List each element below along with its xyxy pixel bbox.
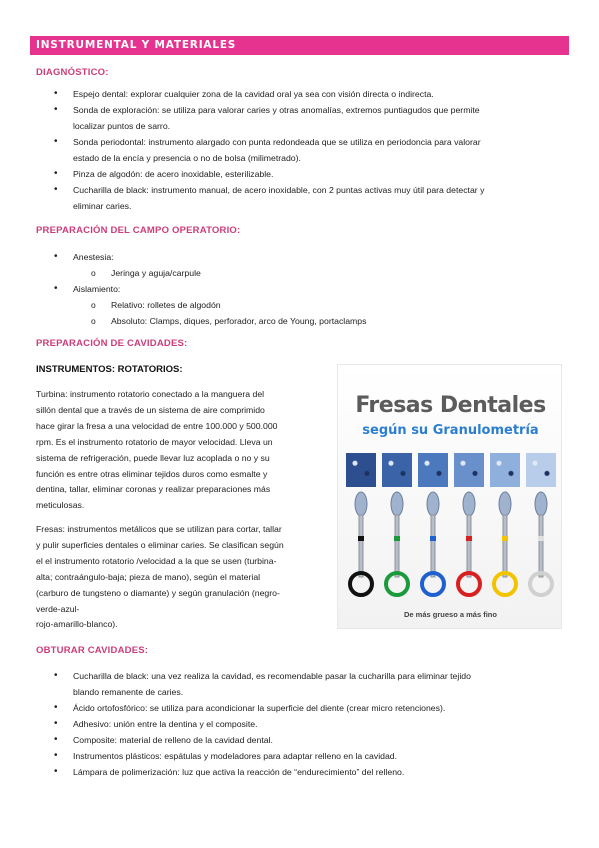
grit-swatch — [526, 453, 556, 487]
list-item-aislamiento: • Aislamiento: o Relativo: rolletes de algodón o Absoluto: Clamps, diques, perforador, arco de Young, portaclamps — [57, 281, 557, 329]
list-item: • Lámpara de polimerización: luz que activa la reacción de “endurecimiento” del relleno. — [57, 764, 557, 780]
figure-title: Fresas Dentales — [355, 393, 546, 418]
section-heading-diagnostico: DIAGNÓSTICO: — [36, 67, 109, 78]
fresas-dentales-figure — [337, 364, 562, 629]
list-item: • Sonda periodontal: instrumento alargado con punta redondeada que se utiliza en periodoncia para valorar estado de la encía y presencia o no de bolsa (milimetrado). — [57, 134, 557, 166]
preparacion-campo-list — [57, 249, 557, 329]
list-item-anestesia: • Anestesia: o Jeringa y aguja/carpule — [57, 249, 557, 281]
bur-icon — [490, 490, 520, 602]
sublist-item: o Jeringa y aguja/carpule — [91, 265, 557, 281]
list-item: • Instrumentos plásticos: espátulas y modeladores para adaptar relleno en la cavidad. — [57, 748, 557, 764]
aislamiento-sublist — [73, 297, 557, 329]
list-item: • Adhesivo: unión entre la dentina y el composite. — [57, 716, 557, 732]
page-title-banner: INSTRUMENTAL Y MATERIALES — [30, 36, 569, 55]
obturar-list — [57, 668, 557, 780]
list-item: • Ácido ortofosfórico: se utiliza para acondicionar la superficie del diente (crear micro retenciones). — [57, 700, 557, 716]
grit-swatch — [382, 453, 412, 487]
grit-swatch — [418, 453, 448, 487]
section-heading-preparacion-campo: PREPARACIÓN DEL CAMPO OPERATORIO: — [36, 225, 241, 236]
bur-icon — [382, 490, 412, 602]
section-heading-preparacion-cavidades: PREPARACIÓN DE CAVIDADES: — [36, 338, 188, 349]
list-item: • Pinza de algodón: de acero inoxidable, esterilizable. — [57, 166, 557, 182]
sublist-item: o Absoluto: Clamps, diques, perforador, arco de Young, portaclamps — [91, 313, 557, 329]
subheading-instrumentos-rotatorios: INSTRUMENTOS: ROTATORIOS: — [36, 364, 183, 375]
list-item: • Espejo dental: explorar cualquier zona de la cavidad oral ya sea con visión directa o indirecta. — [57, 86, 557, 102]
anestesia-sublist — [73, 265, 557, 281]
list-item: • Composite: material de relleno de la cavidad dental. — [57, 732, 557, 748]
grit-swatch — [490, 453, 520, 487]
sublist-item: o Relativo: rolletes de algodón — [91, 297, 557, 313]
bur-icon — [346, 490, 376, 602]
grit-swatch — [454, 453, 484, 487]
list-item: • Cucharilla de black: una vez realiza la cavidad, es recomendable pasar la cucharilla para eliminar tejido blando remanente de caries. — [57, 668, 557, 700]
paragraph-turbina: Turbina: instrumento rotatorio conectado a la manguera del sillón dental que a través de un sistema de aire comprimido hace girar la fresa a una velocidad de entre 100.000 y 500.000 rpm. Es el instrumento rotatorio de mayor velocidad. Lleva un sistema de refrigeración, puede llevar luz acoplada o no y su función es entre otras eliminar tejidos duros como esmalte y dentina, tallar, eliminar coronas y realizar preparaciones más meticulosas. — [36, 389, 278, 511]
bur-icon — [454, 490, 484, 602]
section-heading-obturar: OBTURAR CAVIDADES: — [36, 645, 149, 656]
list-item: • Sonda de exploración: se utiliza para valorar caries y otras anomalías, extremos puntiagudos que permite localizar puntos de sarro. — [57, 102, 557, 134]
bur-icon — [418, 490, 448, 602]
bur-icon — [526, 490, 556, 602]
diagnostico-list — [57, 86, 557, 214]
list-item: • Cucharilla de black: instrumento manual, de acero inoxidable, con 2 puntas activas muy útil para detectar y eliminar caries. — [57, 182, 557, 214]
figure-subtitle: según su Granulometría — [362, 423, 539, 438]
paragraph-fresas: Fresas: instrumentos metálicos que se utilizan para cortar, tallar y pulir superficies dentales o eliminar caries. Se clasifican según el el instrumento rotatorio /velocidad a la que se usen (turbina- alta; contraángulo-baja; pieza de mano), según el material (carburo de tungsteno o diamante) y según granulación (negro- verde-azul- rojo-amarillo-blanco). — [36, 524, 284, 630]
figure-caption: De más grueso a más fino — [404, 610, 497, 619]
grit-swatch — [346, 453, 376, 487]
